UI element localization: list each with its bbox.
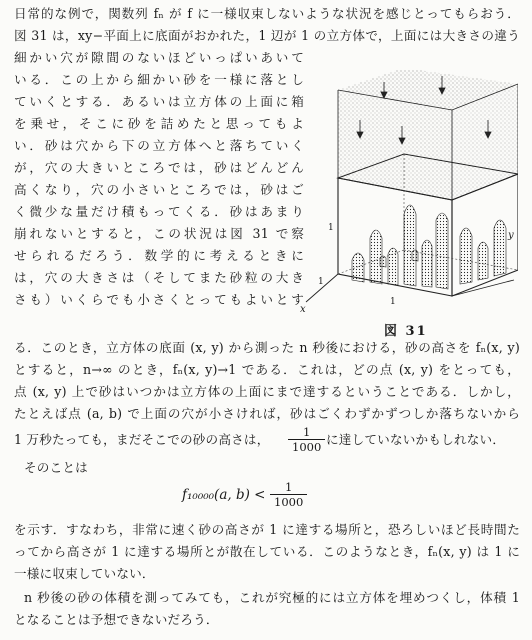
figure-caption: 図 31 xyxy=(384,324,428,339)
sand-box-top xyxy=(338,70,518,200)
text-line: とすると，n→∞ のとき，fₙ(x, y)→1 である．これは，どの点 (x, y) をとっても， xyxy=(14,362,520,377)
text-line: となることは予想できないだろう． xyxy=(14,612,219,627)
text-line: く微少な量だけ積もってくる．砂はあまり xyxy=(14,204,304,219)
text-line: 高くなり，穴の小さいところでは，砂はご xyxy=(14,182,304,197)
edge-label-height: 1 xyxy=(328,223,334,233)
text-line: せられるだろう．数学的に考えるときに xyxy=(14,248,304,263)
text-line: たとえば点 (a, b) で上面の穴が小さければ，砂はごくわずかずつしか落ちないから xyxy=(14,406,520,421)
text-line: は，穴の大きさは（そしてまた砂粒の大き xyxy=(14,270,304,285)
text-line: い．砂は穴から下の立方体へと落ちていく xyxy=(14,138,304,153)
equation-fraction xyxy=(270,480,307,509)
inline-fraction xyxy=(288,425,325,454)
display-equation: f₁₀₀₀₀(a, b) < xyxy=(182,487,266,503)
text-line: ってから高さが 1 に達する場所とが散在している．このようなとき，fₙ(x, y) は 1 に xyxy=(14,544,520,559)
fraction-denominator: 1000 xyxy=(274,495,304,509)
x-axis-label: x xyxy=(300,304,306,315)
text-line: 図 31 は，xy−平面上に底面がおかれた，1 辺が 1 の立方体で，上面には大きさの違う xyxy=(14,28,520,43)
text-line: n 秒後の砂の体積を測ってみても，これが究極的には立方体を埋めつくし，体積 1 xyxy=(24,590,520,605)
text-line: 崩れないとすると，この状況は図 31 で察 xyxy=(14,226,304,241)
fraction-numerator: 1 xyxy=(302,425,311,439)
text-line: そのことは xyxy=(24,460,88,475)
text-line: る．このとき，立方体の底面 (x, y) から測った n 秒後における，砂の高さを fₙ(x, y) xyxy=(14,340,520,355)
text-line: 点 (x, y) 上で砂はいつかは立方体の上面にまで達するということである．しかし， xyxy=(14,384,520,399)
text-line: 細かい穴が隙間のないほどいっぱいあいて xyxy=(14,50,304,65)
fraction-numerator: 1 xyxy=(284,480,293,494)
edge-label-width: 1 xyxy=(390,297,396,307)
fraction-denominator: 1000 xyxy=(292,440,322,454)
cube-figure xyxy=(292,70,518,320)
sand-columns xyxy=(352,205,506,289)
text-line: を乗せ，そこに砂を詰めたと思ってもよ xyxy=(14,116,304,131)
text-line: さも）いくらでも小さくとってもよいとす xyxy=(14,292,304,307)
text-line: 一様に収束していない． xyxy=(14,566,155,581)
text-line: 日常的な例で，関数列 fₙ が f に一様収束しないような状況を感じとってもらおう． xyxy=(14,6,520,21)
text-line: に達していないかもしれない． xyxy=(326,432,506,447)
edge-label-depth: 1 xyxy=(318,277,324,287)
text-line: いる．この上から細かい砂を一様に落とし xyxy=(14,72,304,87)
text-line: が，穴の大きいところでは，砂はどんどん xyxy=(14,160,304,175)
y-axis-label: y xyxy=(508,230,514,241)
text-line: 1 万秒たっても，まだそこでの砂の高さは， xyxy=(14,432,270,447)
text-line: ていくとする．あるいは立方体の上面に箱 xyxy=(14,94,304,109)
text-line: を示す．すなわち，非常に速く砂の高さが 1 に達する場所と，恐ろしいほど長時間た xyxy=(14,522,520,537)
